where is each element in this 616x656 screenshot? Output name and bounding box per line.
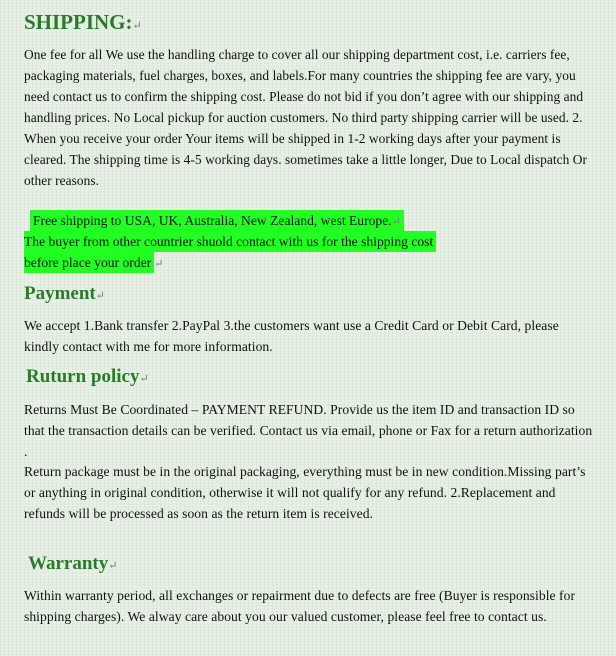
other-countries-text: The buyer from other countrier shuold contact with us for the shipping cost bbox=[24, 234, 434, 249]
payment-heading bbox=[24, 283, 105, 305]
place-order-highlight bbox=[24, 252, 154, 273]
warranty-body: Within warranty period, all exchanges or repairment due to defects are free (Buyer is responsible for shipping charges). We alway care about you our valued customer, please feel free to contact us. bbox=[24, 588, 576, 624]
shipping-body: One fee for all We use the handling charge to cover all our shipping department cost, i.e. carriers fee, packaging materials, fuel charges, boxes, and labels.For many countries the shipping fee are vary, you need contact us to confirm the shipping cost. Please do not bid if you don’t agree with our shipping and handling prices. No Local pickup for auction customers. No third party shipping carrier will be used. 2. When you receive your order Your items will be shipped in 1-2 working days after your payment is cleared. The shipping time is 4-5 working days. sometimes take a little longer, Due to Local dispatch Or other reasons. bbox=[24, 47, 587, 188]
warranty-heading bbox=[28, 553, 117, 575]
return-policy-heading-text: Ruturn policy bbox=[26, 366, 140, 387]
warranty-heading-text: Warranty bbox=[28, 553, 109, 574]
return-policy-body-1: Returns Must Be Coordinated – PAYMENT REFUND. Provide us the item ID and transaction ID so that the transaction details can be verified. Contact us via email, phone or Fax for a return authorization . bbox=[24, 402, 593, 459]
paragraph-mark: ↵ bbox=[108, 560, 118, 572]
paragraph-mark: ↵ bbox=[132, 20, 142, 32]
other-countries-highlight bbox=[24, 231, 436, 252]
shipping-heading-text: SHIPPING: bbox=[24, 10, 133, 34]
paragraph-mark: ↵ bbox=[154, 258, 164, 270]
paragraph-mark: ↵ bbox=[95, 290, 105, 302]
return-policy-heading bbox=[26, 366, 149, 388]
shipping-highlight bbox=[24, 210, 604, 273]
payment-heading-text: Payment bbox=[24, 283, 96, 304]
paragraph-mark: ↵ bbox=[391, 216, 401, 228]
paragraph-mark: ↵ bbox=[139, 373, 149, 385]
place-order-text: before place your order bbox=[24, 255, 152, 270]
free-shipping-text: Free shipping to USA, UK, Australia, New Zealand, west Europe. bbox=[33, 213, 392, 228]
free-shipping-highlight bbox=[30, 210, 404, 233]
shipping-heading bbox=[24, 10, 142, 35]
return-policy-body-2: Return package must be in the original packaging, everything must be in new condition.Missing part’s or anything in original condition, otherwise it will not qualify for any refund. 2.Replacement and refunds will be processed as soon as the return item is received. bbox=[24, 464, 586, 521]
payment-body: We accept 1.Bank transfer 2.PayPal 3.the customers want use a Credit Card or Debit Card, please kindly contact with me for more information. bbox=[24, 318, 559, 354]
